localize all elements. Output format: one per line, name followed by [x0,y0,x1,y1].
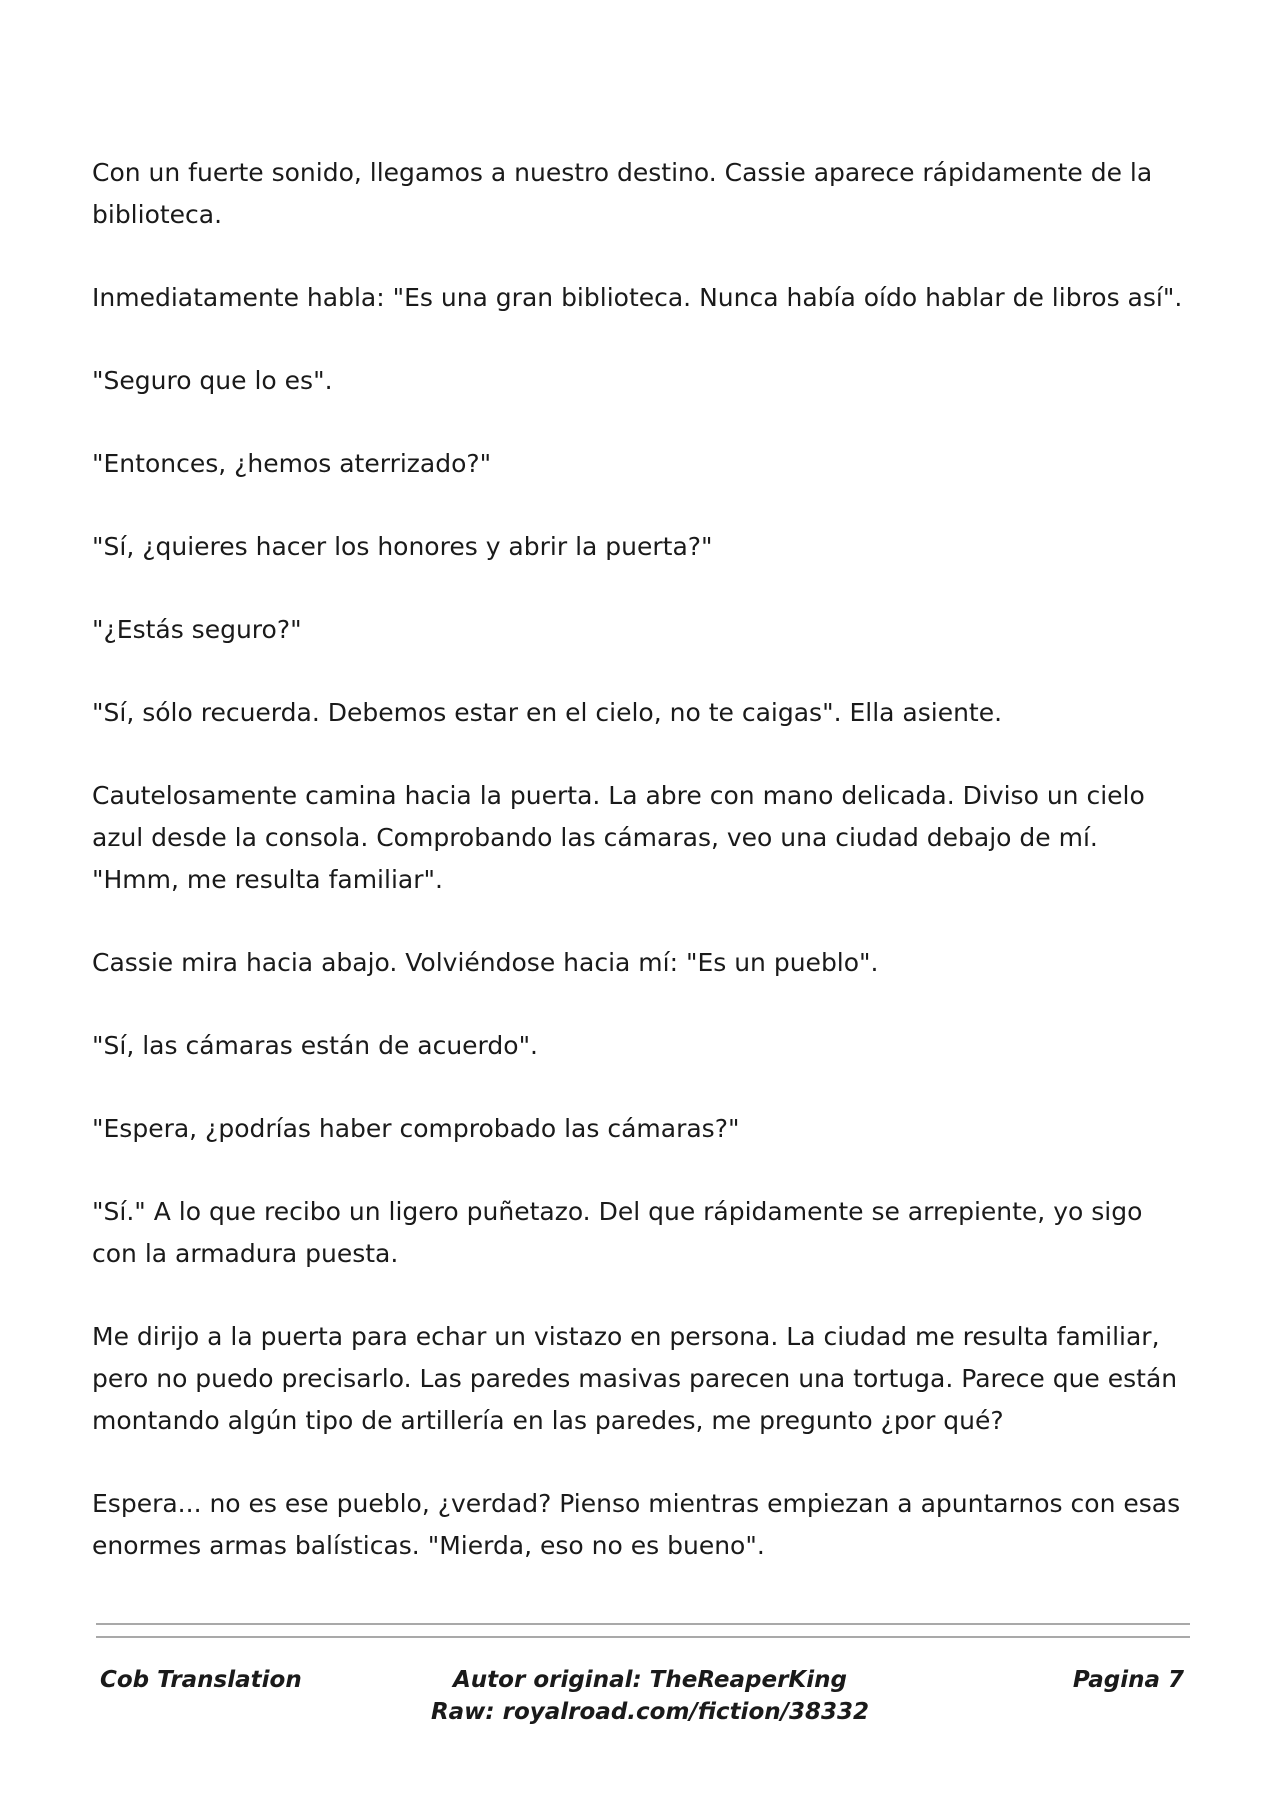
paragraph: Cassie mira hacia abajo. Volviéndose hacia mí: "Es un pueblo". [92,948,879,977]
footer-credits [390,1664,910,1728]
document-body [92,152,1192,1608]
footer-raw-source: Raw: royalroad.com/fiction/38332 [430,1699,870,1725]
paragraph: "Sí, ¿quieres hacer los honores y abrir la puerta?" [92,532,713,561]
paragraph: Con un fuerte sonido, llegamos a nuestro destino. Cassie aparece rápidamente de la biblioteca. [92,158,1153,229]
paragraph: Me dirijo a la puerta para echar un vistazo en persona. La ciudad me resulta familiar, pero no puedo precisarlo. Las paredes masivas parecen una tortuga. Parece que están montando algún tipo de artillería en las paredes, me pregunto ¿por qué? [92,1322,1178,1435]
footer-divider-bottom [96,1636,1190,1638]
paragraph: "Seguro que lo es". [92,366,333,395]
footer-page-number: Pagina 7 [1072,1667,1184,1693]
paragraph: Cautelosamente camina hacia la puerta. La abre con mano delicada. Diviso un cielo azul desde la consola. Comprobando las cámaras, veo una ciudad debajo de mí. "Hmm, me resulta familiar". [92,781,1145,894]
footer-translator: Cob Translation [100,1667,302,1693]
paragraph: "Sí." A lo que recibo un ligero puñetazo. Del que rápidamente se arrepiente, yo sigo con la armadura puesta. [92,1197,1143,1268]
paragraph: Espera... no es ese pueblo, ¿verdad? Pienso mientras empiezan a apuntarnos con esas enormes armas balísticas. "Mierda, eso no es bueno". [92,1489,1181,1560]
paragraph: "Sí, sólo recuerda. Debemos estar en el cielo, no te caigas". Ella asiente. [92,698,1003,727]
paragraph: "Entonces, ¿hemos aterrizado?" [92,449,492,478]
footer-divider-top [96,1623,1190,1625]
paragraph: "Sí, las cámaras están de acuerdo". [92,1031,539,1060]
paragraph: "Espera, ¿podrías haber comprobado las cámaras?" [92,1114,740,1143]
paragraph: Inmediatamente habla: "Es una gran biblioteca. Nunca había oído hablar de libros así". [92,283,1183,312]
footer-original-author: Autor original: TheReaperKing [453,1667,847,1693]
paragraph: "¿Estás seguro?" [92,615,302,644]
